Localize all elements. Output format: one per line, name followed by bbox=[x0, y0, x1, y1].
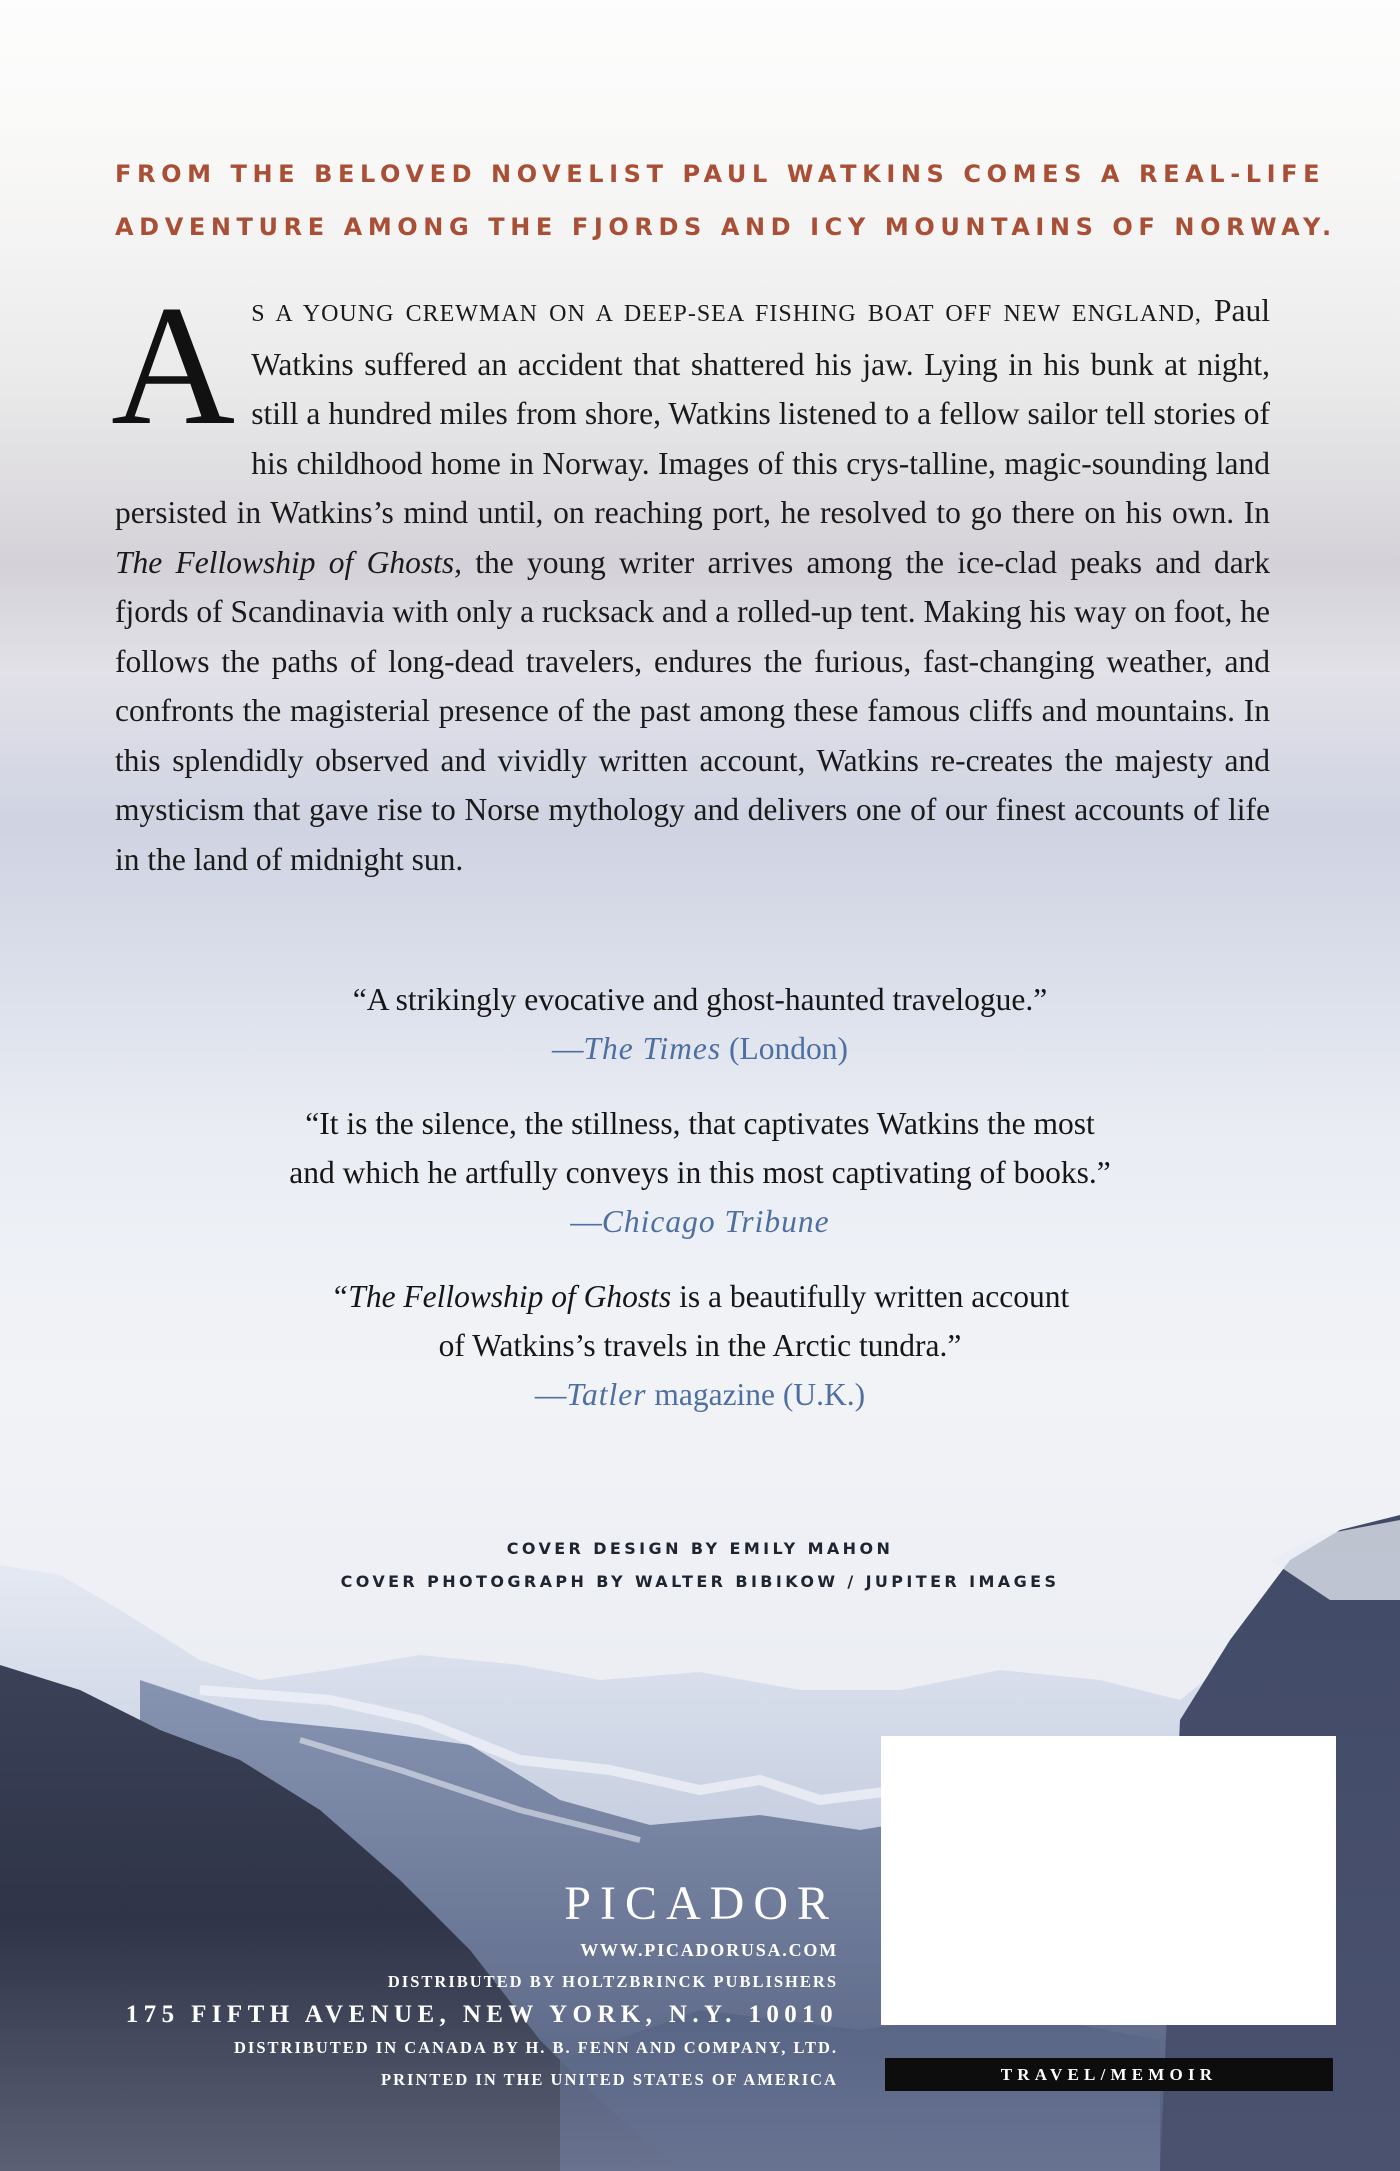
publisher-address: 175 FIFTH AVENUE, NEW YORK, N.Y. 10010 bbox=[125, 2001, 838, 2028]
description-text-after-title: the young writer arrives among the ice-clad peaks and dark fjords of Scandinavia with only a rucksack and a rolled-up tent. Making his way on foot, he follows the paths of long-dead travelers, endures the furious, fast-changing weather, and confronts the magisterial presence of the past among these famous cliffs and mountains. In this splendidly observed and vividly written account, Watkins re-creates the majesty and mysticism that gave rise to Norse mythology and delivers one of our finest accounts of life in the land of midnight sun. bbox=[115, 544, 1270, 877]
lead-in-caps: S A YOUNG CREWMAN ON A DEEP-SEA FISHING BOAT OFF NEW ENGLAND, bbox=[251, 301, 1202, 327]
drop-cap: A bbox=[111, 271, 236, 461]
publisher-url: WWW.PICADORUSA.COM bbox=[580, 1940, 838, 1960]
tagline-line-2: ADVENTURE AMONG THE FJORDS AND ICY MOUNTAINS OF NORWAY. bbox=[115, 213, 1337, 241]
cover-photo-credit: COVER PHOTOGRAPH BY WALTER BIBIKOW / JUPITER IMAGES bbox=[340, 1572, 1060, 1591]
review-quote-tatler bbox=[0, 1272, 1400, 1419]
description-book-title: The Fellowship of Ghosts, bbox=[115, 544, 462, 580]
quote-attribution: —The Times (London) bbox=[551, 1031, 848, 1066]
description-text-before-title: Paul Watkins suffered an accident that shattered his jaw. Lying in his bunk at night, still a hundred miles from shore, Watkins listened to a fellow sailor tell stories of his childhood home in Norway. Images of this crys-talline, magic-sounding land persisted in Watkins’s mind until, on reaching port, he resolved to go there on his own. In bbox=[115, 293, 1271, 530]
publisher-name: PICADOR bbox=[564, 1877, 838, 1930]
printed-in-line: PRINTED IN THE UNITED STATES OF AMERICA bbox=[381, 2070, 838, 2089]
review-quote-chicago-tribune bbox=[0, 1099, 1400, 1246]
cover-design-credit: COVER DESIGN BY EMILY MAHON bbox=[506, 1539, 894, 1558]
quote-attribution: —Chicago Tribune bbox=[570, 1204, 830, 1239]
quote-line: “The Fellowship of Ghosts is a beautifully written account bbox=[330, 1279, 1070, 1314]
review-quotes bbox=[0, 975, 1400, 1419]
category-label: TRAVEL/MEMOIR bbox=[885, 2058, 1333, 2091]
barcode-area bbox=[881, 1736, 1336, 2025]
quote-line: “A strikingly evocative and ghost-haunted travelogue.” bbox=[352, 982, 1048, 1017]
distributor-line: DISTRIBUTED BY HOLTZBRINCK PUBLISHERS bbox=[387, 1972, 838, 1991]
cover-credits bbox=[0, 1532, 1400, 1598]
tagline bbox=[115, 148, 1337, 254]
tagline-line-1: FROM THE BELOVED NOVELIST PAUL WATKINS COMES A REAL-LIFE bbox=[115, 160, 1326, 188]
quote-line: and which he artfully conveys in this most captivating of books.” bbox=[289, 1155, 1111, 1190]
canada-distributor-line: DISTRIBUTED IN CANADA BY H. B. FENN AND COMPANY, LTD. bbox=[234, 2038, 838, 2057]
book-description bbox=[111, 271, 1271, 884]
quote-line: of Watkins’s travels in the Arctic tundra.” bbox=[438, 1328, 962, 1363]
quote-attribution: —Tatler magazine (U.K.) bbox=[534, 1377, 866, 1412]
quote-line: “It is the silence, the stillness, that captivates Watkins the most bbox=[305, 1106, 1095, 1141]
publisher-block bbox=[126, 1874, 838, 2096]
review-quote-times bbox=[0, 975, 1400, 1073]
